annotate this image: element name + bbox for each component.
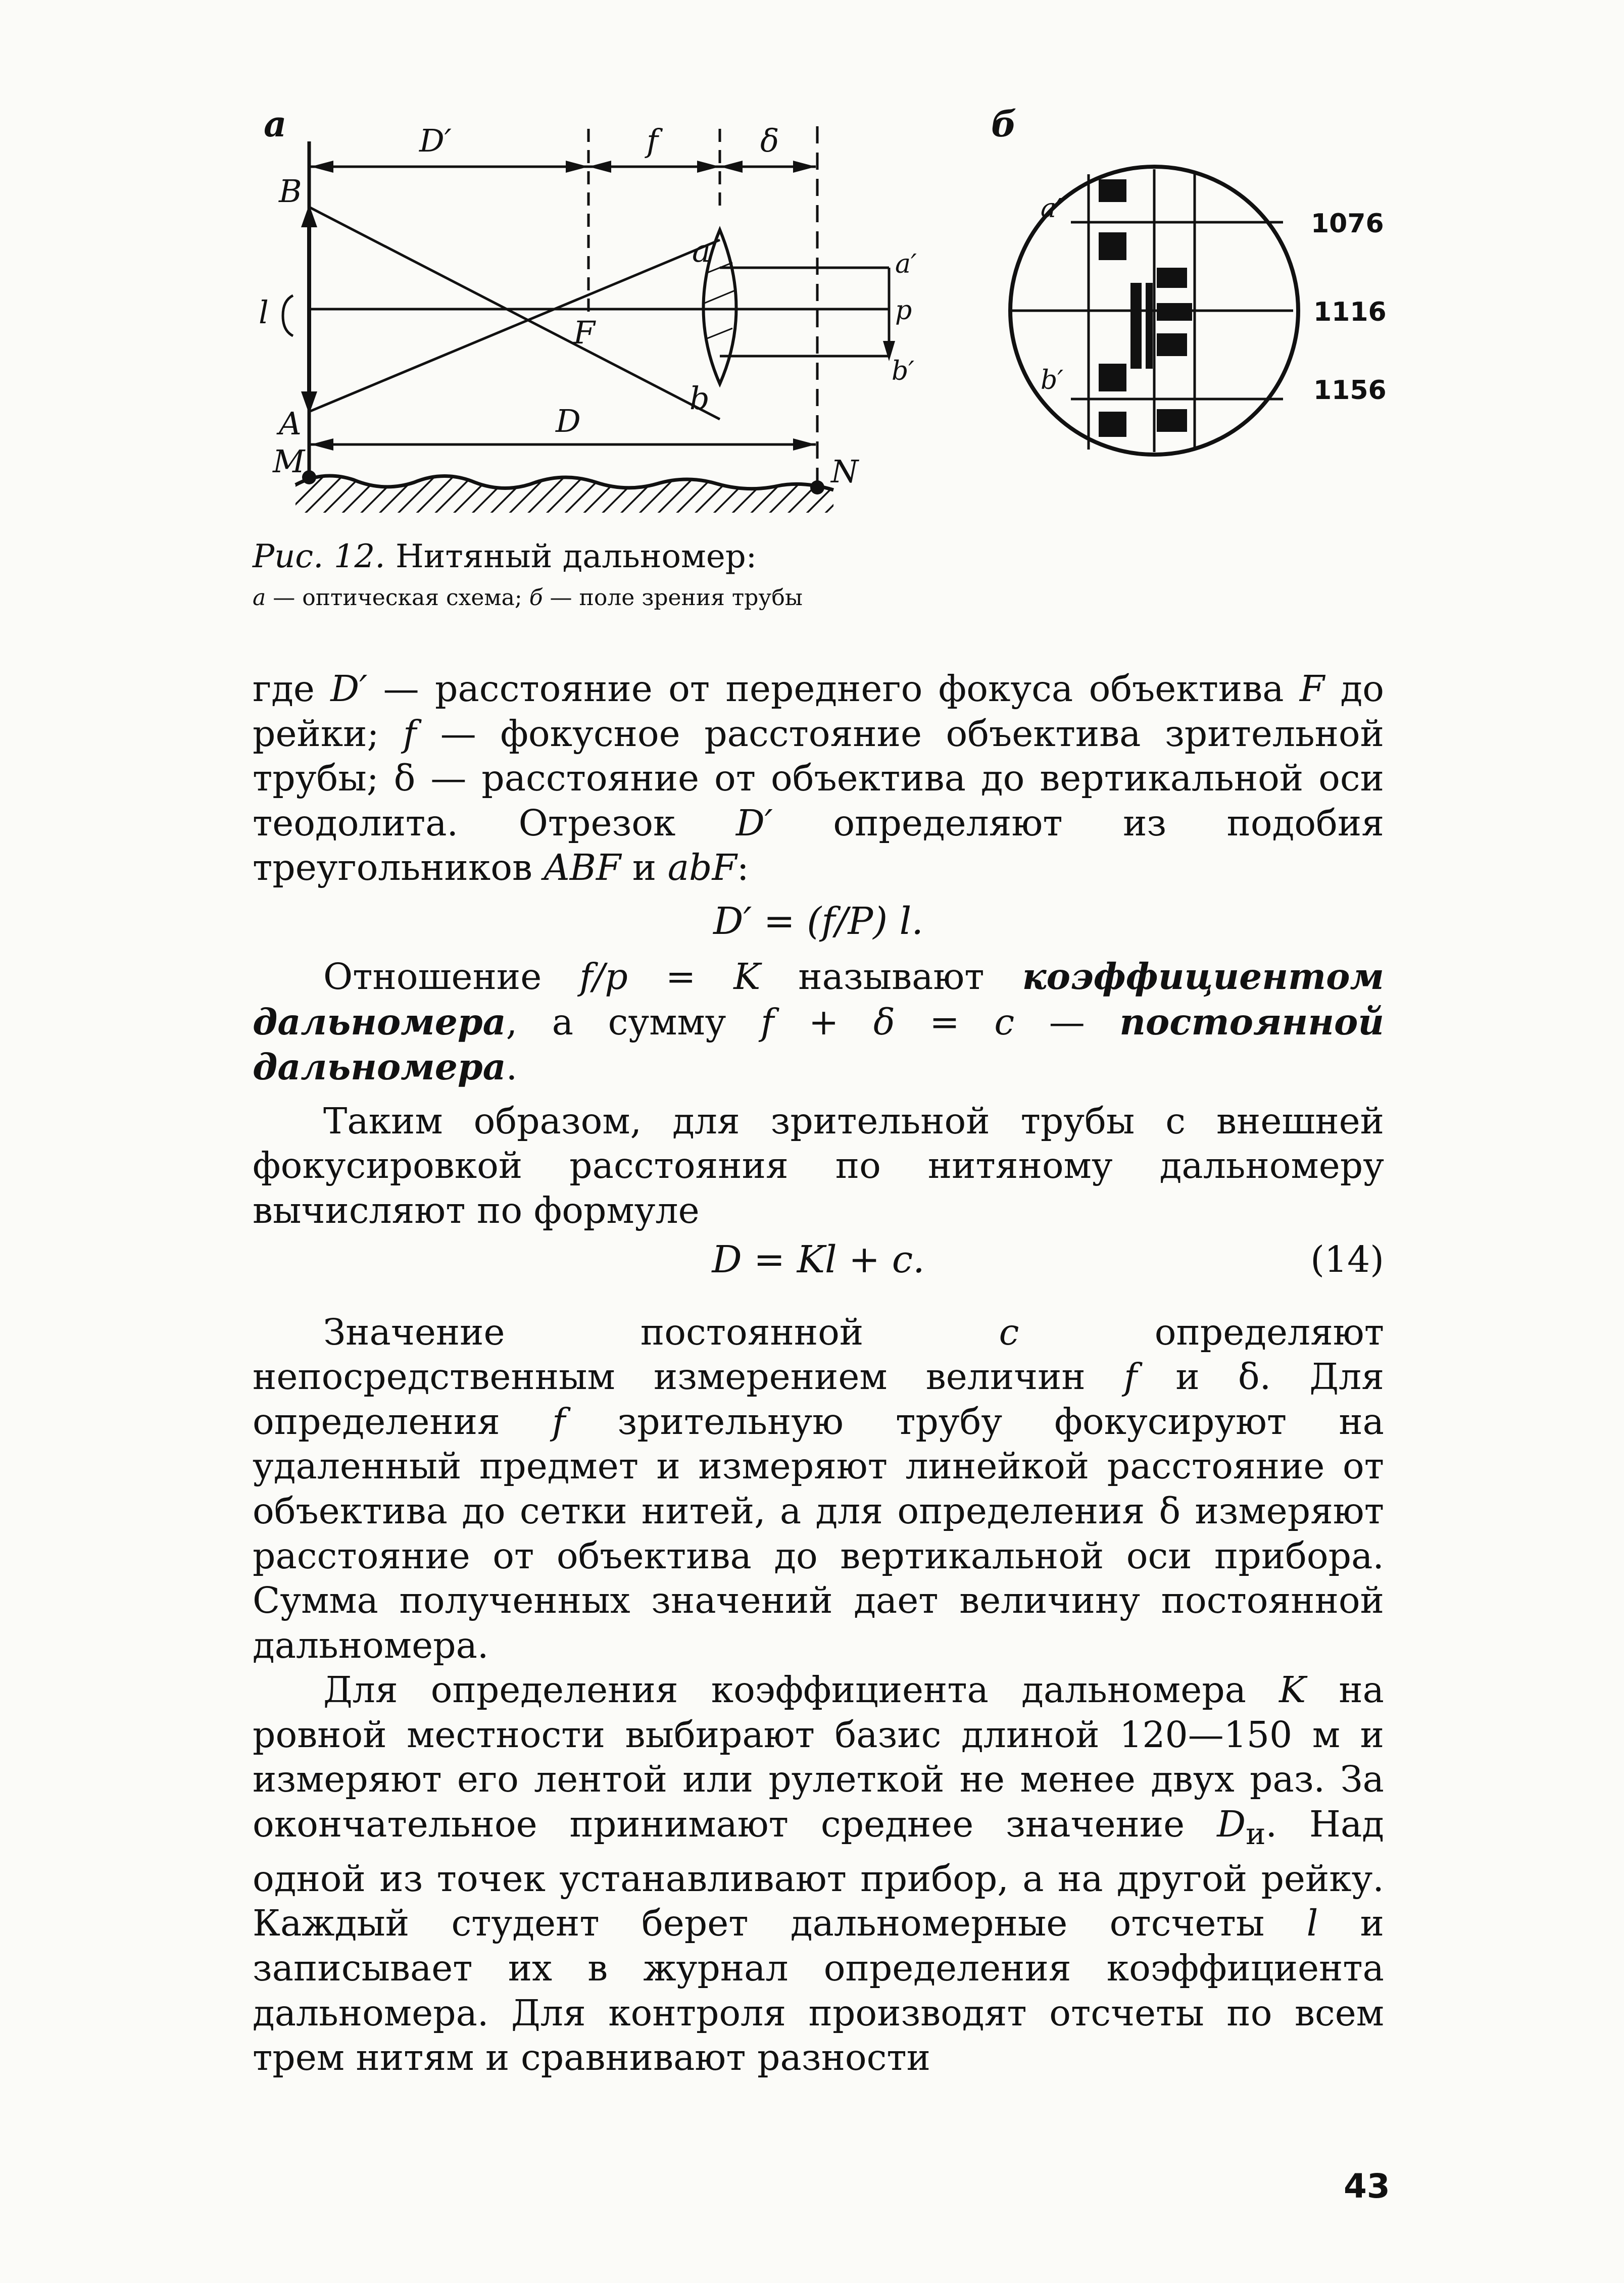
paragraph-2 (253, 954, 1384, 1090)
p5-text-2: на ровной местности выбирают базис длиной 120—150 м и измеряют его лентой или рулеткой не менее двух раз. За окончательное принимают среднее значение (253, 1669, 1384, 1846)
staff-digit-1a (1130, 283, 1142, 369)
p2-var-c: f + δ = c (761, 1001, 1015, 1043)
p1-text-4: — фокусное расстояние объектива зрительной трубы; δ — расстояние от объектива до вертикальной оси теодолита. Отрезок (253, 712, 1385, 844)
body-text (253, 667, 1384, 2080)
page-number: 43 (1344, 2167, 1390, 2206)
arrow-f-right (697, 161, 720, 173)
paragraph-3: Таким образом, для зрительной трубы с внешней фокусировкой расстояния по нитяному дальномеру вычисляют по формуле (253, 1100, 1384, 1231)
arrow-delta-right (793, 161, 816, 173)
caption-title-line (253, 536, 1364, 577)
caption-title: Нитяный дальномер: (395, 538, 757, 575)
panel-a-optical-scheme (259, 103, 917, 513)
p5-var-d: D (1217, 1803, 1246, 1846)
p2-term-coefficient: коэффициентом дальномера (253, 955, 1385, 1043)
p1-var-abF: abF (667, 847, 737, 889)
dim-d-prime: D′ (419, 122, 452, 159)
p2-text-4: — (1014, 1001, 1120, 1043)
ray-B-b (309, 207, 720, 419)
panel-b-label: б (991, 103, 1017, 145)
p5-subscript: и (1246, 1816, 1266, 1852)
point-a: a (692, 232, 711, 269)
caption-b-text: — поле зрения трубы (543, 585, 803, 611)
p4-var-f-2: f (552, 1400, 566, 1443)
arrow-dprime-right (566, 161, 588, 173)
caption-legend-line (253, 583, 1364, 613)
figure-caption (253, 536, 1364, 613)
p1-text-5: определяют из подобия треугольников (253, 802, 1384, 889)
p2-text-2: называют (760, 955, 1022, 998)
arrow-f-left (588, 161, 611, 173)
arrow-dprime-left (311, 161, 333, 173)
staff-block-8 (1157, 409, 1187, 432)
reading-1156: 1156 (1313, 375, 1387, 406)
staff-block-2 (1099, 232, 1126, 260)
staff-digit-1b (1146, 283, 1153, 369)
p1-text-6: и (621, 847, 668, 889)
p2-text-5: . (506, 1046, 518, 1088)
caption-prefix: Рис. (253, 538, 324, 575)
panel-b-field-of-view (991, 103, 1387, 455)
staff-block-4 (1099, 412, 1126, 437)
p1-var-d-prime: D′ (330, 668, 368, 710)
ray-A-a (309, 240, 720, 412)
arrow-d-left (311, 438, 333, 451)
p1-text-2: — расстояние от переднего фокуса объектива (367, 668, 1300, 710)
formula-14: D = Kl + c. (712, 1237, 925, 1281)
caption-b: б (529, 585, 543, 611)
point-M: M (273, 443, 305, 480)
dim-delta: δ (760, 122, 779, 159)
formula-14-row (253, 1233, 1384, 1286)
p4-var-c: c (999, 1311, 1019, 1353)
lens-hatch-3 (707, 328, 732, 338)
p1-text-7: : (736, 847, 749, 889)
arrow-d-right (793, 438, 816, 451)
p4-text-1: Значение постоянной (323, 1311, 999, 1353)
point-b-prime: b′ (892, 356, 915, 386)
p5-text-1: Для определения коэффициента дальномера (323, 1669, 1279, 1711)
mark-b-prime: b′ (1041, 365, 1064, 395)
paragraph-4 (253, 1310, 1384, 1668)
point-B: B (279, 173, 302, 210)
p2-text-3: , а сумму (506, 1001, 761, 1043)
p1-var-F: F (1299, 668, 1325, 710)
staff-block-6 (1157, 303, 1192, 321)
dim-f: f (647, 122, 658, 159)
p2-term-constant: постоянной дальномера (253, 1000, 1385, 1088)
p1-text-1: где (253, 668, 331, 710)
p4-text-3: и δ. Для определения (253, 1356, 1384, 1443)
label-p: p (895, 295, 912, 326)
p2-var-k: f/p = K (579, 955, 761, 998)
p1-var-ABF: ABF (544, 847, 621, 889)
caption-a-text: — оптическая схема; (266, 585, 529, 611)
point-F: F (573, 314, 596, 351)
p5-var-k: K (1279, 1669, 1306, 1711)
caption-a: а (253, 585, 266, 611)
p1-var-d-prime-2: D′ (735, 802, 773, 844)
staff-block-5 (1157, 268, 1187, 288)
l-brace (283, 295, 293, 336)
p5-var-l: l (1306, 1902, 1318, 1945)
point-a-prime: a′ (895, 249, 917, 279)
lens-hatch-2 (705, 290, 735, 303)
p1-text-3: до рейки; (253, 668, 1384, 755)
staff-block-7 (1157, 333, 1187, 356)
p4-text-4: зрительную трубу фокусируют на удаленный предмет и измеряют линейкой расстояние от объектива до сетки нитей, а для определения δ измеряют расстояние от объектива до вертикальной оси прибора. Сумма полученных значений дает величину постоянной дальномера. (253, 1400, 1384, 1666)
reading-1076: 1076 (1311, 209, 1384, 239)
dim-d: D (556, 403, 581, 439)
p4-text-2: определяют непосредственным измерением величин (253, 1311, 1384, 1398)
point-b: b (690, 380, 710, 417)
paragraph-1 (253, 667, 1384, 890)
arrow-delta-left (720, 161, 743, 173)
ground-hatch (296, 476, 833, 513)
mark-a-prime: a′ (1041, 193, 1062, 224)
paragraph-5 (253, 1668, 1384, 2080)
point-A: A (279, 405, 302, 442)
p4-var-f: f (1123, 1356, 1138, 1398)
p5-text-4: и записывает их в журнал определения коэффициента дальномера. Для контроля производят отсчеты по всем трем нитям и сравнивают разности (253, 1902, 1385, 2079)
p5-text-3: . Над одной из точек устанавливают прибор, а на другой рейку. Каждый студент берет дальномерные отсчеты (253, 1803, 1384, 1945)
staff-block-1 (1099, 179, 1126, 202)
point-N: N (831, 453, 859, 490)
reading-1116: 1116 (1313, 297, 1387, 327)
p2-text-1: Отношение (323, 955, 580, 998)
p1-var-f: f (403, 712, 417, 755)
formula-d-prime: D′ = (f/P) l. (713, 899, 923, 943)
panel-a-label: а (264, 103, 287, 145)
staff-block-3 (1099, 364, 1126, 391)
label-l: l (259, 294, 269, 331)
formula-14-number: (14) (1310, 1238, 1384, 1280)
caption-number: 12. (333, 538, 385, 575)
